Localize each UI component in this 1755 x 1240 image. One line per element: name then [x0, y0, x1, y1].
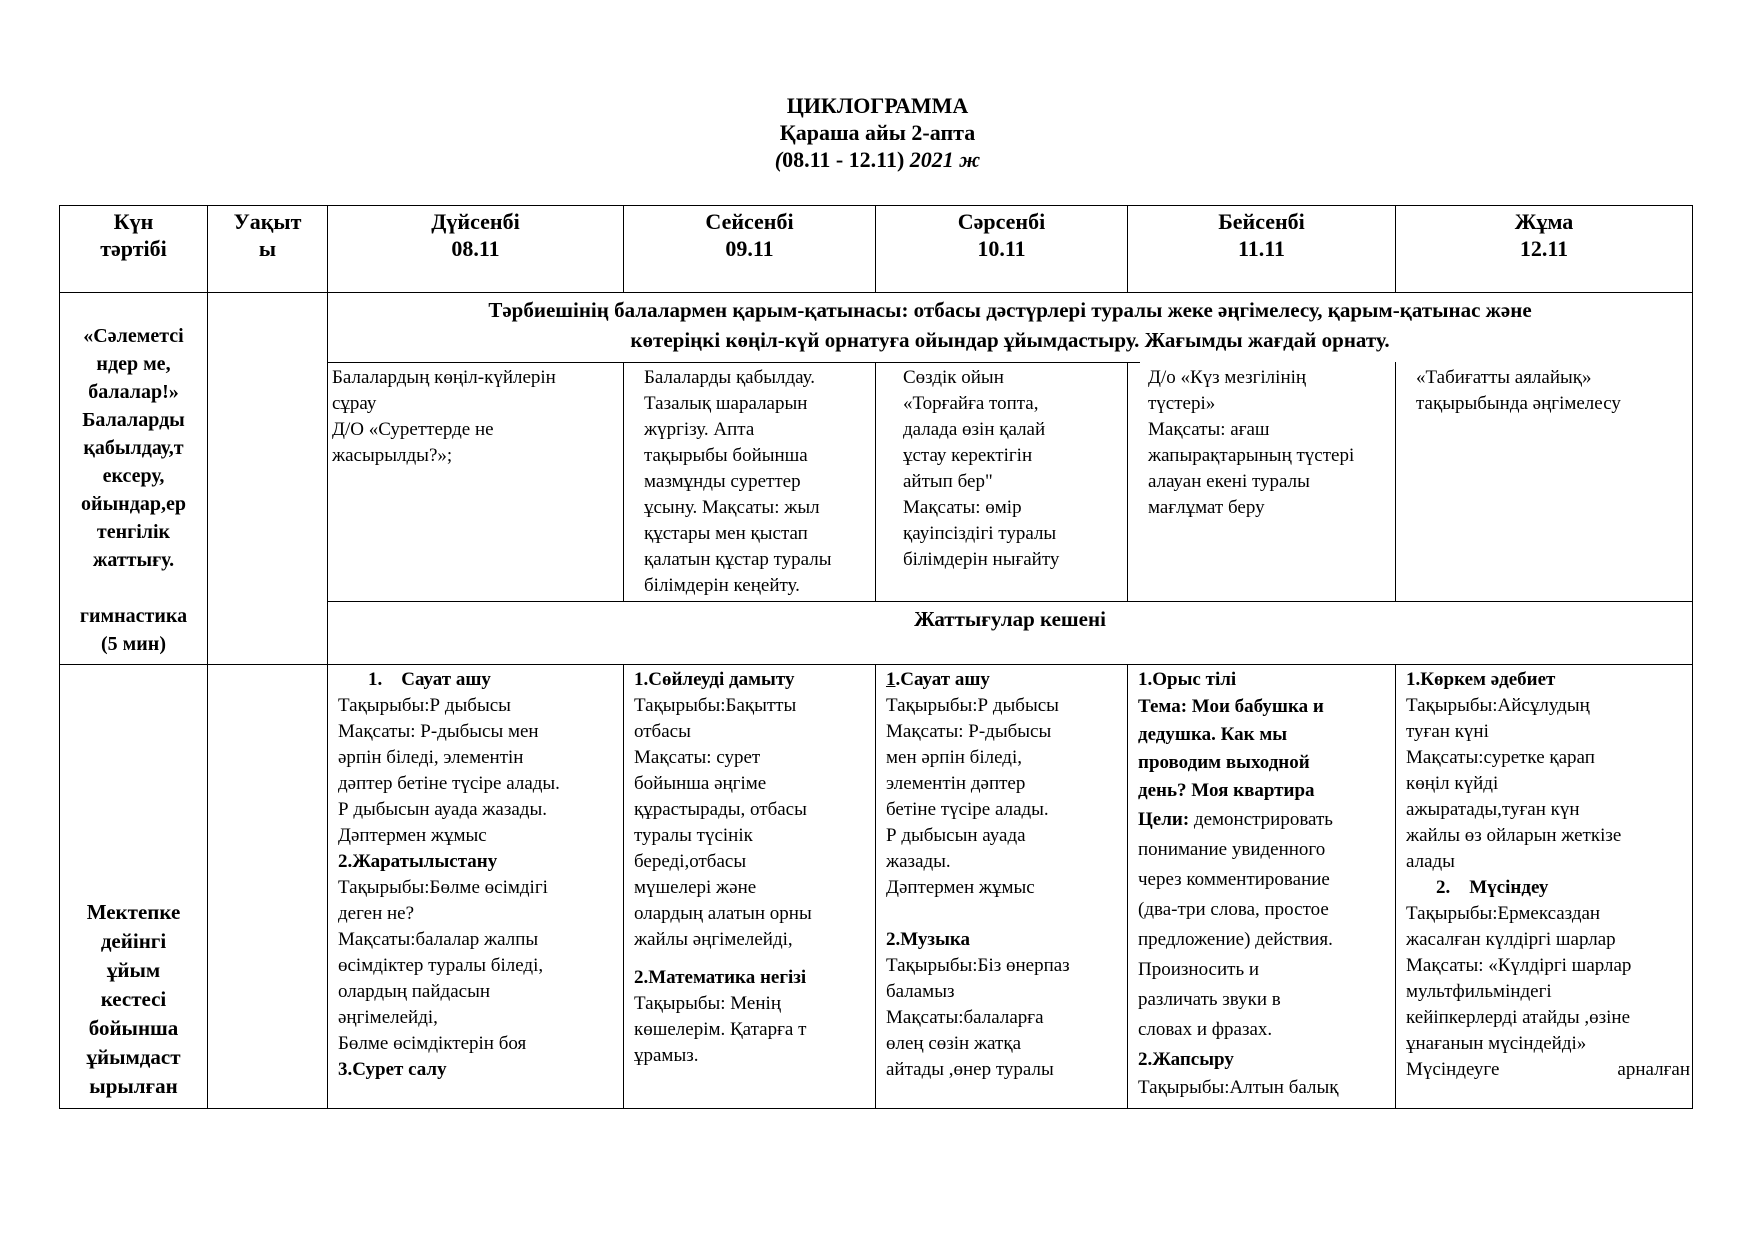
- greeting-wednesday: Сөздік ойын «Торғайға топта, далада өзін қалай ұстау керектігін айтып бер" Мақсаты: өмір қауіпсіздігі туралы білімдерін нығайту: [903, 367, 1060, 570]
- document-dates: (08.11 - 12.11) 2021 ж: [774, 147, 981, 172]
- greeting-thursday: Д/о «Күз мезгілінің түстері» Мақсаты: ағаш жапырақтарының түстері алауан екені туралы мағлұмат беру: [1148, 367, 1355, 518]
- header-time: Уақыт ы: [233, 209, 302, 261]
- header-monday: Дүйсенбі 08.11: [431, 209, 520, 261]
- greeting-friday: «Табиғатты аялайық» тақырыбында әңгімелесу: [1416, 367, 1621, 414]
- header-thursday: Бейсенбі 11.11: [1218, 209, 1305, 261]
- activities-tuesday: 1.Сөйлеуді дамыту Тақырыбы:Бақытты отбасы Мақсаты: сурет бойынша әңгіме құрастырады, отбасы туралы түсінік береді,отбасы мүшелері және олардың алатын орны жайлы әңгімелейді, 2.Математика негізі Тақырыбы: Менің көшелерім. Қатарға т ұрамыз.: [634, 669, 812, 1066]
- activities-thursday: 1.Орыс тілі Тема: Мои бабушка и дедушка. Как мы проводим выходной день? Моя квартира Цели: демонстрировать понимание увиденного через комментирование (два-три слова, простое предложение) действия. Произносить и различать звуки в словах и фразах. 2.Жапсыру Тақырыбы:Алтын балық: [1138, 669, 1339, 1098]
- header-daily-routine: Күн тәртібі: [100, 209, 167, 261]
- document-title: ЦИКЛОГРАММА: [786, 93, 969, 118]
- exercises-complex: Жаттығулар кешені: [914, 607, 1106, 631]
- activities-wednesday: 1.Сауат ашу Тақырыбы:Р дыбысы Мақсаты: Р-дыбысы мен әрпін біледі, элементін дәптер бетіне түсіре алады. Р дыбысын ауада жазады. Дәптермен жұмыс 2.Музыка Тақырыбы:Біз өнерпаз баламыз Мақсаты:балаларға өлең сөзін жатқа айтады ,өнер туралы: [886, 669, 1070, 1080]
- activities-friday: 1.Көркем әдебиет Тақырыбы:Айсұлудың туған күні Мақсаты:суретке қарап көңіл күйді ажыратады,туған күн жайлы өз ойларын жеткізе алады 2. Мүсіндеу Тақырыбы:Ермексаздан жасалған күлдіргі шарлар Мақсаты: «Күлдіргі шарлар мультфильміндегі кейіпкерлерді атайды ,өзіне ұнағанын мүсіндейді» Мүсіндеуге арналған: [1406, 669, 1690, 1080]
- document-subtitle: Қараша айы 2-апта: [779, 120, 976, 145]
- header-tuesday: Сейсенбі 09.11: [705, 209, 794, 261]
- row-label-greeting: «Сәлеметсі ндер ме, балалар!» Балаларды қабылдау,т ексеру, ойындар,ер тенгілік жаттығу. гимнастика (5 мин): [79, 325, 188, 655]
- row-label-organized-activities: Мектепке дейінгі ұйым кестесі бойынша ұйымдаст ырылған: [86, 900, 181, 1098]
- greeting-tuesday: Балаларды қабылдау. Тазалық шараларын жүргізу. Апта тақырыбы бойынша мазмұнды суреттер ұсыну. Мақсаты: жыл құстары мен қыстап қалатын құстар туралы білімдерін кеңейту.: [644, 367, 832, 596]
- header-wednesday: Сәрсенбі 10.11: [957, 209, 1046, 261]
- header-friday: Жұма 12.11: [1514, 209, 1574, 261]
- activities-monday: 1. Сауат ашу Тақырыбы:Р дыбысы Мақсаты: Р-дыбысы мен әрпін біледі, элементін дәптер бетіне түсіре алады. Р дыбысын ауада жазады. Дәптермен жұмыс 2.Жаратылыстану Тақырыбы:Бөлме өсімдігі деген не? Мақсаты:балалар жалпы өсімдіктер туралы біледі, олардың пайдасын әңгімелейді, Бөлме өсімдіктерін боя 3.Сурет салу: [338, 669, 560, 1080]
- teacher-communication-banner: Тәрбиешінің балалармен қарым-қатынасы: отбасы дәстүрлері туралы жеке әңгімелесу, қарым-қатынас және көтеріңкі көңіл-күй орнатуға ойындар ұйымдастыру. Жағымды жағдай орнату.: [488, 298, 1532, 352]
- greeting-monday: Балалардың көңіл-күйлерін сұрау Д/О «Суреттерде не жасырылды?»;: [332, 367, 556, 466]
